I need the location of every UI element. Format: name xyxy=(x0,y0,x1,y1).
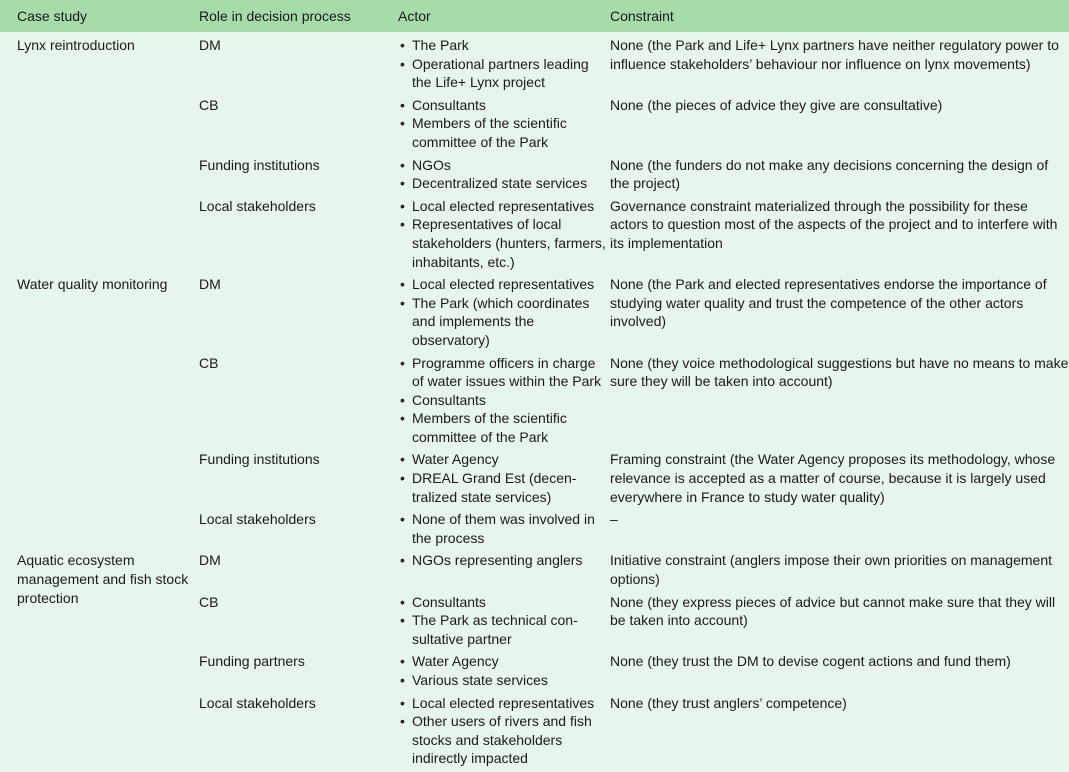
constraint-cell: Framing constraint (the Water Agency proposes its methodology, whose relevance is accepted as a matter of course, because it is largely used everywhere in France to study water quality) xyxy=(610,451,1056,505)
actor-cell xyxy=(398,96,610,156)
case-study-cell: Water quality monitoring xyxy=(17,276,168,293)
constraint-cell: None (they trust the DM to devise cogent actions and fund them) xyxy=(610,653,1011,670)
actor-list xyxy=(398,551,610,570)
constraint-cell: None (the pieces of advice they give are consultative) xyxy=(610,96,943,113)
constraint-cell: None (the Park and Life+ Lynx partners have neither regulatory power to influence stakeholders’ behaviour nor influence on lynx movements) xyxy=(610,37,1059,72)
actor-item: • NGOs representing anglers xyxy=(398,551,610,570)
actor-item: • Local elected representatives xyxy=(398,197,610,216)
actor-list xyxy=(398,450,610,506)
actor-cell xyxy=(398,593,610,653)
role-cell: Funding partners xyxy=(199,653,305,670)
actor-item: • The Park (which coordinates and implements the observatory) xyxy=(398,294,610,350)
actor-cell xyxy=(398,450,610,510)
actor-list xyxy=(398,156,610,193)
actor-cell xyxy=(398,354,610,451)
header-actor: Actor xyxy=(398,8,431,24)
role-cell: CB xyxy=(199,96,219,113)
actor-item: • The Park xyxy=(398,36,610,55)
actor-item: • Programme officers in charge of water issues within the Park xyxy=(398,354,610,391)
table-header-row xyxy=(0,0,1069,32)
actor-cell xyxy=(398,551,610,592)
case-study-cell: Aquatic ecosystem management and fish stock protection xyxy=(17,552,189,606)
actor-item: • Consultants xyxy=(398,593,610,612)
actor-item: • Water Agency xyxy=(398,652,610,671)
actor-cell xyxy=(398,652,610,693)
role-cell: DM xyxy=(199,552,221,569)
actor-item: • Local elected representatives xyxy=(398,694,610,713)
actor-cell xyxy=(398,32,610,96)
actor-item: • Operational partners leading the Life+ Lynx project xyxy=(398,55,610,92)
actor-item: • Local elected representatives xyxy=(398,275,610,294)
actor-item: • Members of the scientific committee of the Park xyxy=(398,114,610,151)
constraint-cell: – xyxy=(610,511,618,528)
actor-cell xyxy=(398,275,610,353)
actor-list xyxy=(398,510,610,547)
actor-cell xyxy=(398,197,610,275)
actor-cell xyxy=(398,694,610,772)
constraint-cell: Initiative constraint (anglers impose their own priorities on management options) xyxy=(610,552,1052,588)
actor-cell xyxy=(398,510,610,551)
constraint-cell: Governance constraint materialized through the possibility for these actors to question most of the aspects of the project and to interfere with its implementation xyxy=(610,197,1058,251)
actor-list xyxy=(398,694,610,768)
actor-list xyxy=(398,652,610,689)
actor-item: • Water Agency xyxy=(398,450,610,469)
role-cell: Funding institutions xyxy=(199,156,320,173)
role-cell: Funding institutions xyxy=(199,451,320,468)
actor-item: • None of them was involved in the process xyxy=(398,510,610,547)
role-cell: Local stakeholders xyxy=(199,197,316,214)
table-body xyxy=(0,32,1069,772)
role-cell: CB xyxy=(199,593,219,610)
constraint-cell: None (the Park and elected representatives endorse the importance of studying water quality and trust the competence of the other actors involved) xyxy=(610,276,1047,330)
role-cell: DM xyxy=(199,276,221,293)
table-row xyxy=(0,32,1069,96)
actor-list xyxy=(398,96,610,152)
table-row xyxy=(0,551,1069,592)
constraint-cell: None (they voice methodological suggestions but have no means to make sure they will be taken into account) xyxy=(610,354,1069,390)
case-study-cell: Lynx reintroduction xyxy=(17,37,135,53)
role-cell: Local stakeholders xyxy=(199,694,316,711)
actor-list xyxy=(398,197,610,271)
actor-item: • Other users of rivers and fish stocks and stakeholders indirectly impacted xyxy=(398,712,610,768)
role-cell: Local stakeholders xyxy=(199,511,316,528)
actor-list xyxy=(398,275,610,349)
table-row xyxy=(0,275,1069,353)
constraint-cell: None (they express pieces of advice but cannot make sure that they will be taken into account) xyxy=(610,593,1056,629)
actor-item: • DREAL Grand Est (decentralized state services) xyxy=(398,469,610,506)
role-cell: DM xyxy=(199,37,221,53)
actor-list xyxy=(398,593,610,649)
actor-item: • Consultants xyxy=(398,391,610,410)
role-cell: CB xyxy=(199,354,219,371)
constraint-cell: None (they trust anglers’ competence) xyxy=(610,694,847,711)
actor-item: • Various state services xyxy=(398,671,610,690)
actor-list xyxy=(398,354,610,447)
actor-item: • The Park as technical consultative partner xyxy=(398,611,610,648)
header-constraint: Constraint xyxy=(610,8,674,24)
actor-item: • Consultants xyxy=(398,96,610,115)
actor-item: • Decentralized state services xyxy=(398,174,610,193)
actor-item: • Members of the scientific committee of the Park xyxy=(398,409,610,446)
actor-item: • Representatives of local stakeholders (hunters, farmers, inhabitants, etc.) xyxy=(398,215,610,271)
constraint-cell: None (the funders do not make any decisions concerning the design of the project) xyxy=(610,156,1049,192)
actor-list xyxy=(398,36,610,92)
header-role: Role in decision process xyxy=(199,8,351,24)
header-case-study: Case study xyxy=(17,8,88,24)
actor-item: • NGOs xyxy=(398,156,610,175)
actor-cell xyxy=(398,156,610,197)
